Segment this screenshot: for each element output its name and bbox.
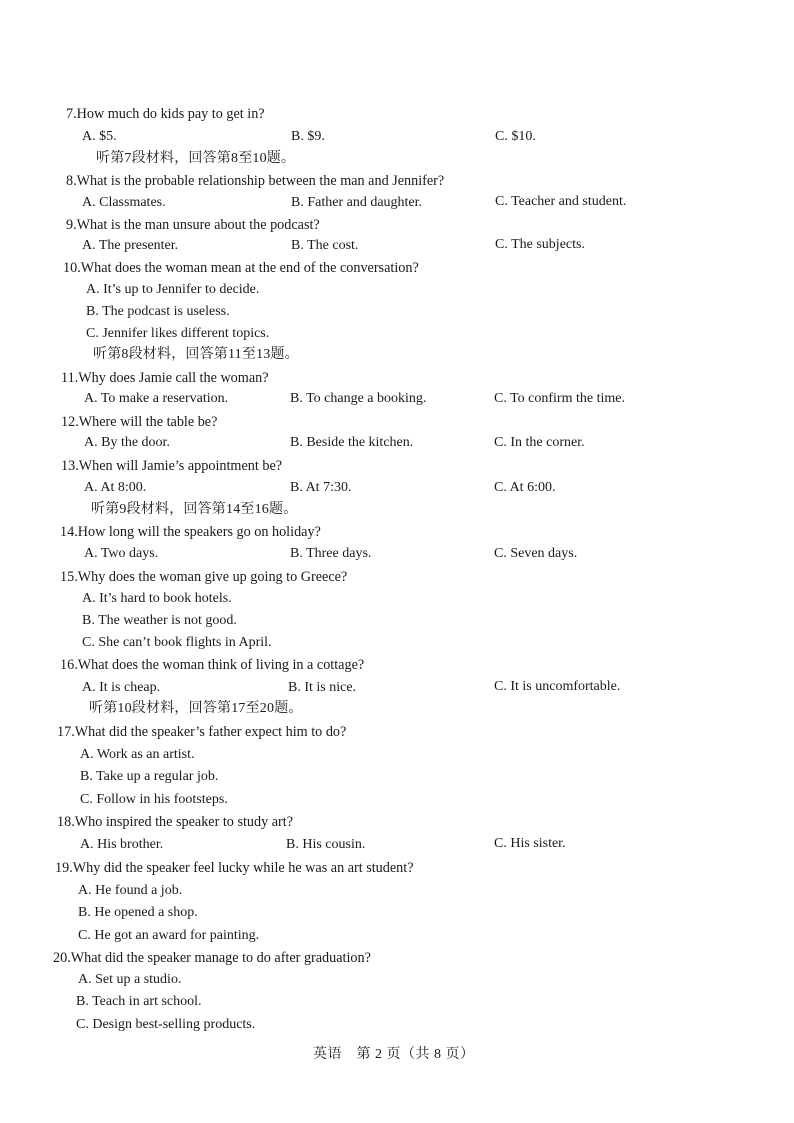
option-18b: B. His cousin. xyxy=(286,837,366,852)
option-11a: A. To make a reservation. xyxy=(84,391,229,406)
option-15a: A. It’s hard to book hotels. xyxy=(82,591,232,606)
option-13a: A. At 8:00. xyxy=(84,480,147,495)
question-17: 17.What did the speaker’s father expect him to do? xyxy=(57,724,347,740)
option-8b: B. Father and daughter. xyxy=(291,195,423,210)
option-16a: A. It is cheap. xyxy=(82,680,161,695)
option-8c: C. Teacher and student. xyxy=(495,194,627,209)
option-17c: C. Follow in his footsteps. xyxy=(80,792,228,807)
question-18: 18.Who inspired the speaker to study art? xyxy=(57,814,293,830)
option-7c: C. $10. xyxy=(495,129,536,144)
option-14c: C. Seven days. xyxy=(494,546,578,561)
option-11b: B. To change a booking. xyxy=(290,391,427,406)
option-20b: B. Teach in art school. xyxy=(76,994,202,1009)
section-instruction-9: 听第9段材料，回答第14至16题。 xyxy=(91,502,298,517)
option-14a: A. Two days. xyxy=(84,546,159,561)
section-instruction-10: 听第10段材料，回答第17至20题。 xyxy=(89,701,303,716)
option-13b: B. At 7:30. xyxy=(290,480,352,495)
section-instruction-7: 听第7段材料，回答第8至10题。 xyxy=(96,151,296,166)
option-14b: B. Three days. xyxy=(290,546,372,561)
option-12c: C. In the corner. xyxy=(494,435,585,450)
option-16b: B. It is nice. xyxy=(288,680,357,695)
option-15c: C. She can’t book flights in April. xyxy=(82,635,272,650)
question-12: 12.Where will the table be? xyxy=(61,414,218,430)
option-12a: A. By the door. xyxy=(84,435,170,450)
option-13c: C. At 6:00. xyxy=(494,480,556,495)
question-13: 13.When will Jamie’s appointment be? xyxy=(61,458,283,474)
question-9: 9.What is the man unsure about the podcast? xyxy=(66,217,320,233)
option-7b: B. $9. xyxy=(291,129,325,144)
page-footer: 英语 第 2 页（共 8 页） xyxy=(313,1047,475,1062)
option-9b: B. The cost. xyxy=(291,238,359,253)
option-18a: A. His brother. xyxy=(80,837,164,852)
question-10: 10.What does the woman mean at the end of the conversation? xyxy=(63,260,419,276)
option-12b: B. Beside the kitchen. xyxy=(290,435,414,450)
option-10a: A. It’s up to Jennifer to decide. xyxy=(86,282,260,297)
option-15b: B. The weather is not good. xyxy=(82,613,237,628)
question-20: 20.What did the speaker manage to do after graduation? xyxy=(53,950,371,966)
option-10c: C. Jennifer likes different topics. xyxy=(86,326,270,341)
question-7: 7.How much do kids pay to get in? xyxy=(66,106,265,122)
option-18c: C. His sister. xyxy=(494,836,566,851)
option-17b: B. Take up a regular job. xyxy=(80,769,219,784)
option-20c: C. Design best-selling products. xyxy=(76,1017,256,1032)
option-7a: A. $5. xyxy=(82,129,117,144)
option-17a: A. Work as an artist. xyxy=(80,747,195,762)
option-19c: C. He got an award for painting. xyxy=(78,928,260,943)
option-11c: C. To confirm the time. xyxy=(494,391,625,406)
section-instruction-8: 听第8段材料，回答第11至13题。 xyxy=(93,347,299,362)
option-16c: C. It is uncomfortable. xyxy=(494,679,621,694)
question-15: 15.Why does the woman give up going to Greece? xyxy=(60,569,348,585)
option-19a: A. He found a job. xyxy=(78,883,183,898)
question-11: 11.Why does Jamie call the woman? xyxy=(61,370,269,386)
question-19: 19.Why did the speaker feel lucky while he was an art student? xyxy=(55,860,414,876)
option-9c: C. The subjects. xyxy=(495,237,585,252)
option-10b: B. The podcast is useless. xyxy=(86,304,230,319)
option-20a: A. Set up a studio. xyxy=(78,972,182,987)
question-16: 16.What does the woman think of living in a cottage? xyxy=(60,657,365,673)
question-14: 14.How long will the speakers go on holiday? xyxy=(60,524,321,540)
option-19b: B. He opened a shop. xyxy=(78,905,198,920)
option-9a: A. The presenter. xyxy=(82,238,179,253)
question-8: 8.What is the probable relationship between the man and Jennifer? xyxy=(66,173,445,189)
option-8a: A. Classmates. xyxy=(82,195,166,210)
